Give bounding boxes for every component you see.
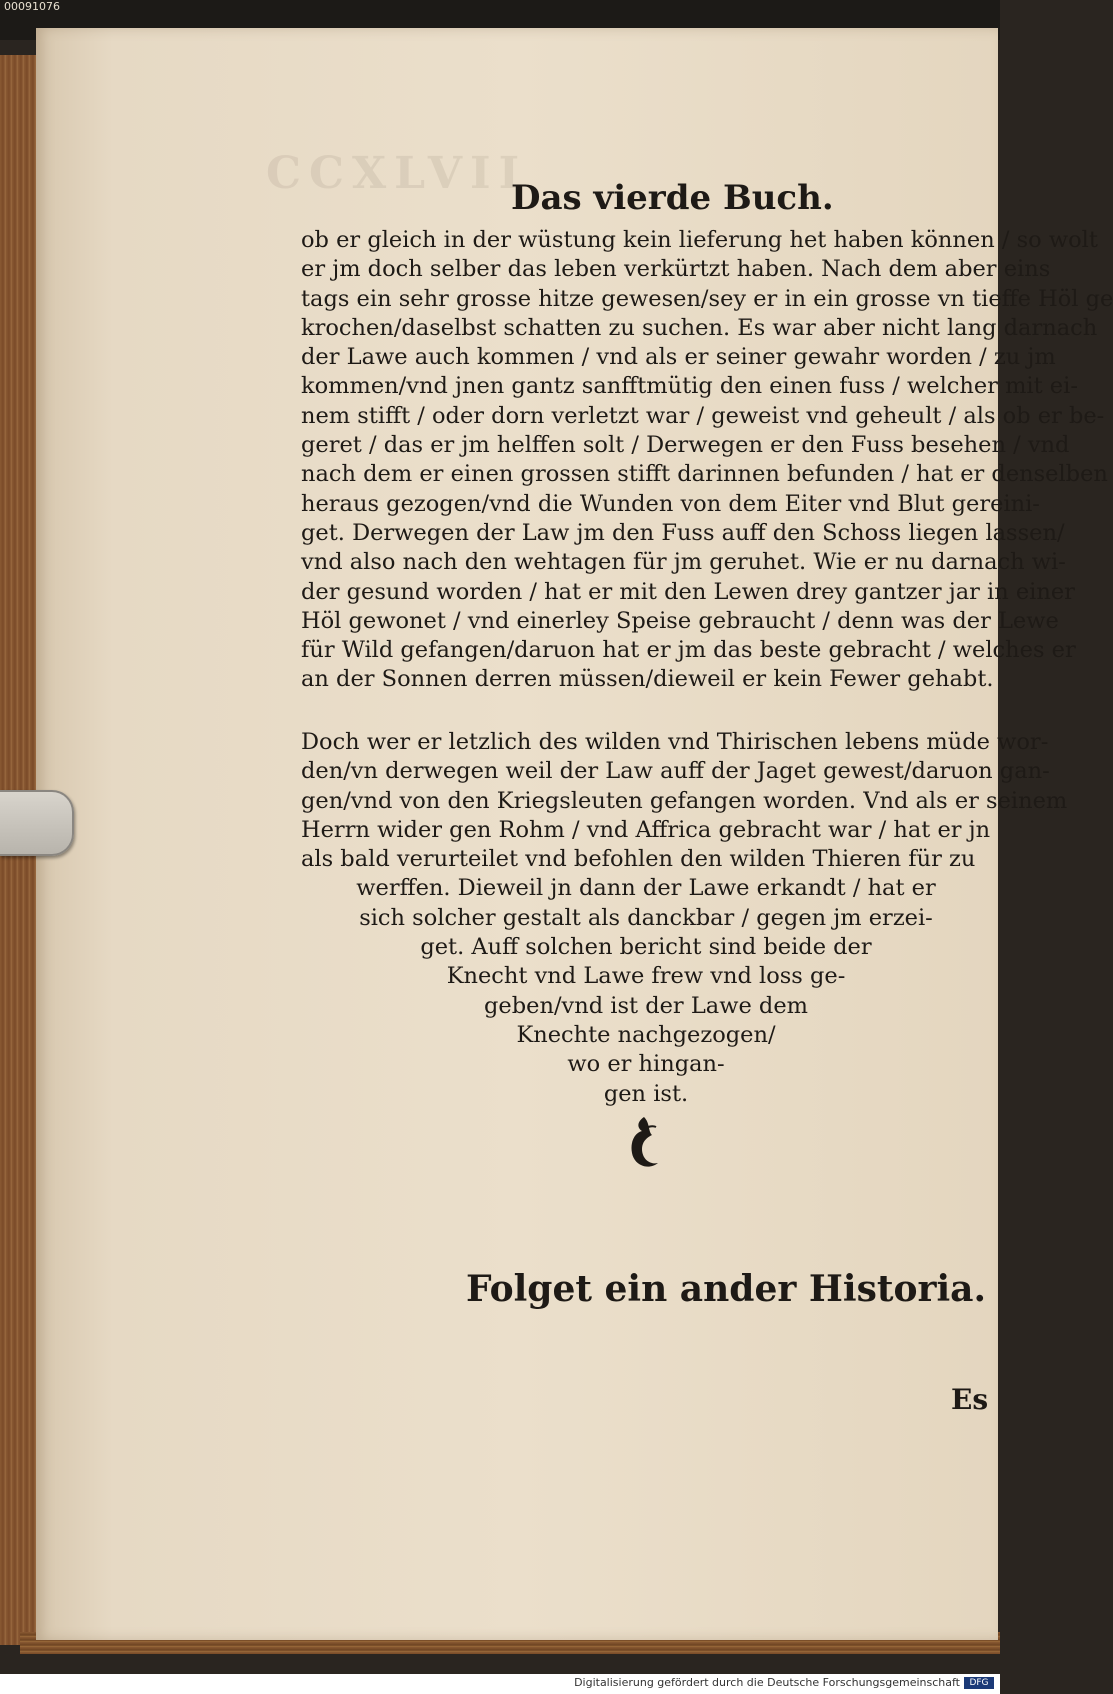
text-line: gen/vnd von den Kriegsleuten gefangen worden. Vnd als er seinem (301, 787, 1068, 814)
text-line: Knechte nachgezogen/ (516, 1021, 776, 1048)
text-line: Knecht vnd Lawe frew vnd loss ge- (446, 963, 846, 990)
text-line: tags ein sehr grosse hitze gewesen/sey er in ein grosse vn tieffe Höl ge (301, 285, 1113, 312)
text-line: als bald verurteilet vnd befohlen den wilden Thieren für zu (301, 846, 976, 873)
text-line: an der Sonnen derren müssen/dieweil er kein Fewer gehabt. (301, 666, 994, 693)
section-subheading: Folget ein ander Historia. (466, 1268, 986, 1310)
text-line: sich solcher gestalt als danckbar / gegen jm erzei- (359, 904, 933, 931)
text-line: krochen/daselbst schatten zu suchen. Es war aber nicht lang darnach (301, 314, 1098, 341)
paragraph-1 (301, 226, 1113, 695)
page-header: Das vierde Buch. (511, 178, 834, 218)
text-line: geret / das er jm helffen solt / Derwegen er den Fuss besehen / vnd (301, 432, 1070, 459)
digitization-footer (0, 1674, 1000, 1694)
text-line: den/vn derwegen weil der Law auff der Jaget gewest/daruon gan- (301, 758, 1050, 785)
bleed-through-text: CCXLVII (266, 148, 528, 199)
text-line: Herrn wider gen Rohm / vnd Affrica gebracht war / hat er jn (301, 816, 991, 843)
footer-credit: Digitalisierung gefördert durch die Deutsche Forschungsgemeinschaft (574, 1676, 960, 1689)
text-line: vnd also nach den wehtagen für jm geruhet. Wie er nu darnach wi- (301, 549, 1066, 576)
text-line: er jm doch selber das leben verkürtzt haben. Nach dem aber eins (301, 256, 1051, 283)
text-line: Doch wer er letzlich des wilden vnd Thirischen lebens müde wor- (301, 729, 1049, 755)
text-line: für Wild gefangen/daruon hat er jm das beste gebracht / welches er (301, 637, 1076, 664)
paragraph-2 (301, 728, 1068, 1109)
text-line: heraus gezogen/vnd die Wunden von dem Eiter vnd Blut gereini- (301, 490, 1040, 517)
text-line: kommen/vnd jnen gantz sanfftmütig den einen fuss / welcher mit ei- (301, 373, 1078, 400)
text-line: get. Auff solchen bericht sind beide der (420, 934, 872, 961)
dfg-logo-icon: DFG (964, 1677, 994, 1689)
text-line: Höl gewonet / vnd einerley Speise gebraucht / denn was der Lewe (301, 607, 1059, 634)
text-line: nem stifft / oder dorn verletzt war / geweist vnd geheult / als ob er be- (301, 402, 1105, 429)
text-line: geben/vnd ist der Lawe dem (484, 992, 808, 1019)
text-line: werffen. Dieweil jn dann der Lawe erkandt / hat er (356, 875, 936, 902)
text-line: wo er hingan- (567, 1051, 725, 1078)
text-line: ob er gleich in der wüstung kein lieferung het haben können / so wolt (301, 227, 1098, 253)
text-line: nach dem er einen grossen stifft darinnen befunden / hat er denselben (301, 461, 1108, 488)
scan-reference-id: 00091076 (4, 0, 60, 13)
book-page (36, 28, 1113, 1640)
text-line: der Lawe auch kommen / vnd als er seiner gewahr worden / zu jm (301, 344, 1056, 371)
catchword: Es (951, 1383, 989, 1416)
leaf-ornament-icon (624, 1113, 664, 1173)
text-line: gen ist. (603, 1080, 689, 1107)
text-line: get. Derwegen der Law jm den Fuss auff den Schoss liegen lassen/ (301, 519, 1065, 546)
text-line: der gesund worden / hat er mit den Lewen drey gantzer jar in einer (301, 578, 1075, 605)
bookmark-clip (0, 790, 74, 856)
